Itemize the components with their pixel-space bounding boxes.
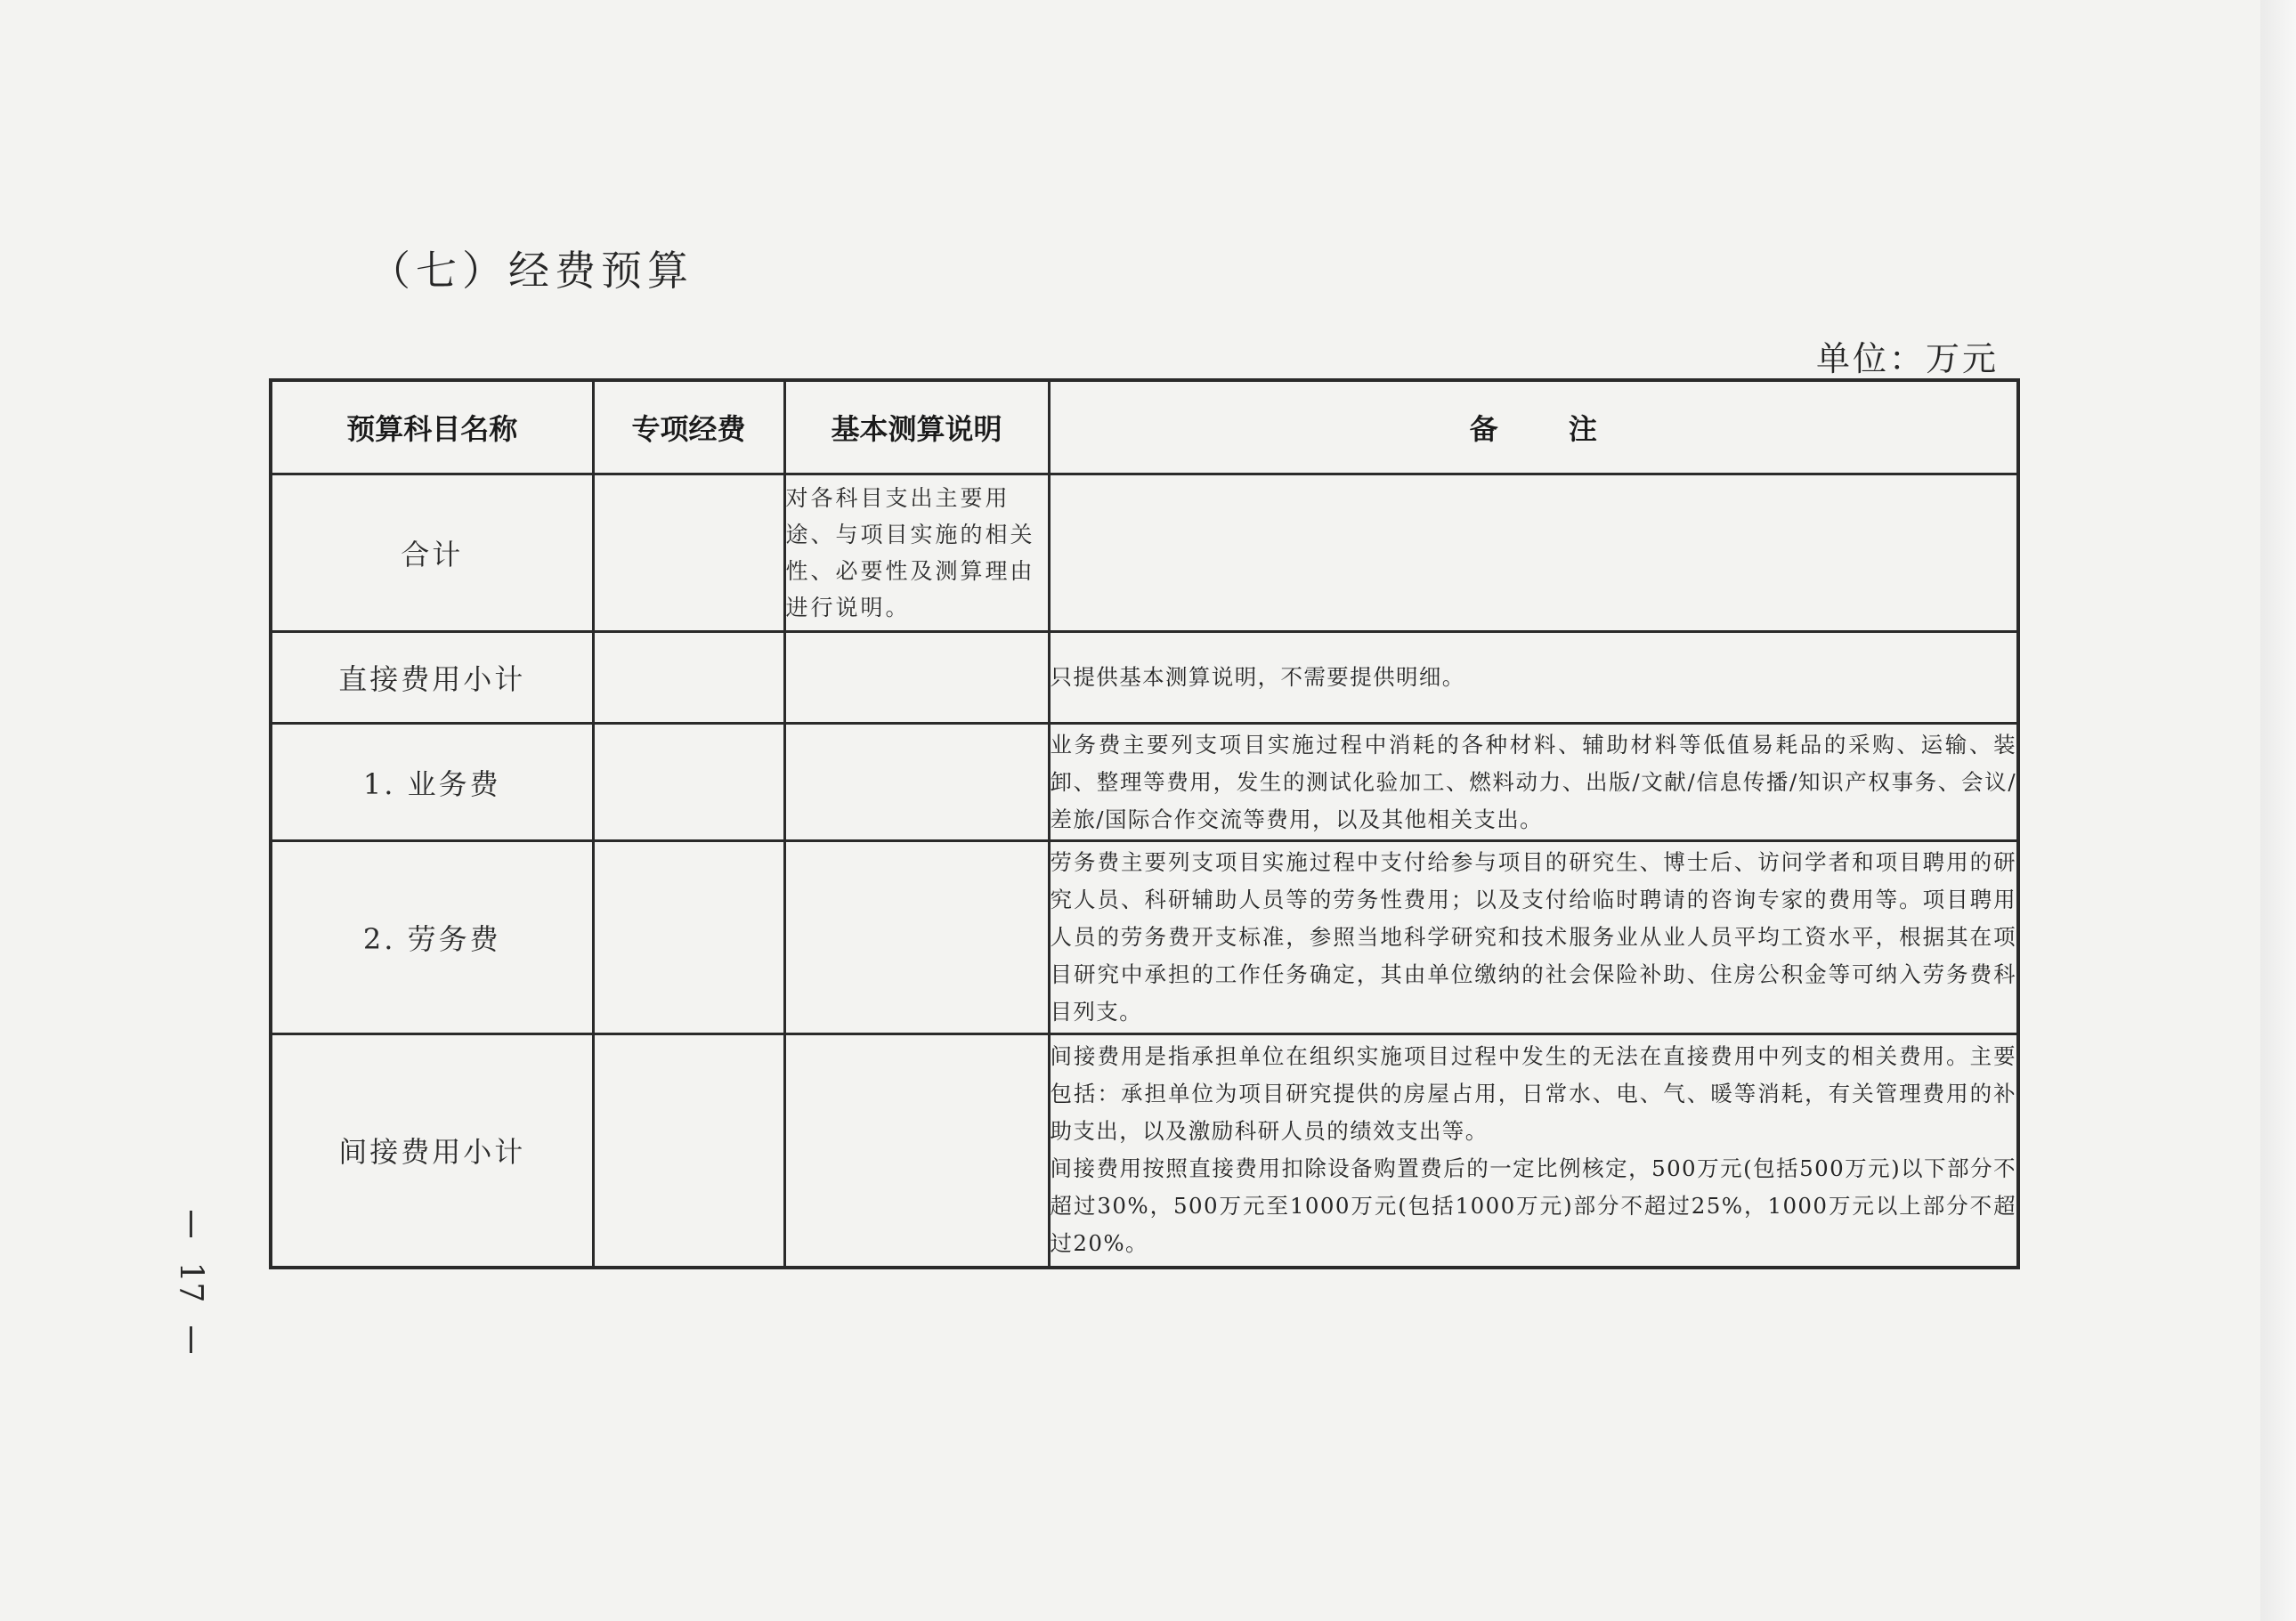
note-text: 间接费用是指承担单位在组织实施项目过程中发生的无法在直接费用中列支的相关费用。主要包括：承担单位为项目研究提供的房屋占用，日常水、电、气、暖等消耗，有关管理费用的补助支出，以及激励科研人员的绩效支出等。 (1050, 1043, 2016, 1145)
row-note-business-fee (1049, 724, 2018, 841)
table-row (271, 474, 2018, 632)
page-number (174, 1211, 209, 1353)
page-number-text: 17 (172, 1261, 209, 1303)
table-row (271, 841, 2018, 1034)
note-text-ratio: 间接费用按照直接费用扣除设备购置费后的一定比例核定，500万元(包括500万元)以下部分不超过30%，500万元至1000万元(包括1000万元)部分不超过25%，1000万元以上部分不超过20%。 (1050, 1155, 2016, 1257)
row-name-labor-fee: 2. 劳务费 (271, 841, 593, 1034)
table-row (271, 1034, 2018, 1268)
row-name-total: 合计 (271, 474, 593, 632)
row-funding-indirect-subtotal (593, 1034, 784, 1268)
note-text: 业务费主要列支项目实施过程中消耗的各种材料、辅助材料等低值易耗品的采购、运输、装卸、整理等费用，发生的测试化验加工、燃料动力、出版/文献/信息传播/知识产权事务、会议/差旅/国际合作交流等费用，以及其他相关支出。 (1050, 731, 2016, 832)
note-text: 劳务费主要列支项目实施过程中支付给参与项目的研究生、博士后、访问学者和项目聘用的研究人员、科研辅助人员等的劳务性费用；以及支付给临时聘请的咨询专家的费用等。项目聘用人员的劳务费开支标准，参照当地科学研究和技术服务业从业人员平均工资水平，根据其在项目研究中承担的工作任务确定，其由单位缴纳的社会保险补助、住房公积金等可纳入劳务费科目列支。 (1050, 849, 2016, 1025)
unit-label: 单位：万元 (1816, 339, 2000, 378)
row-calc-indirect-subtotal (784, 1034, 1049, 1268)
row-funding-labor-fee (593, 841, 784, 1034)
row-calc-labor-fee (784, 841, 1049, 1034)
budget-table (269, 378, 2020, 1269)
row-calc-total: 对各科目支出主要用途、与项目实施的相关性、必要性及测算理由进行说明。 (784, 474, 1049, 632)
header-budget-item: 预算科目名称 (271, 380, 593, 474)
page-number-dash (190, 1211, 192, 1237)
row-name-indirect-subtotal: 间接费用小计 (271, 1034, 593, 1268)
header-remarks: 备 注 (1049, 380, 2018, 474)
row-name-business-fee: 1. 业务费 (271, 724, 593, 841)
section-title: （七）经费预算 (369, 247, 694, 295)
row-note-direct-subtotal (1049, 632, 2018, 724)
page-edge (2260, 0, 2296, 1621)
header-calculation-note: 基本测算说明 (784, 380, 1049, 474)
table-row (271, 632, 2018, 724)
note-text: 只提供基本测算说明，不需要提供明细。 (1050, 664, 1465, 690)
row-funding-business-fee (593, 724, 784, 841)
table-row (271, 724, 2018, 841)
row-calc-business-fee (784, 724, 1049, 841)
row-note-indirect-subtotal (1049, 1034, 2018, 1268)
row-funding-total (593, 474, 784, 632)
row-funding-direct-subtotal (593, 632, 784, 724)
header-special-funding: 专项经费 (593, 380, 784, 474)
row-calc-direct-subtotal (784, 632, 1049, 724)
row-name-direct-subtotal: 直接费用小计 (271, 632, 593, 724)
page-number-dash (190, 1326, 192, 1353)
row-note-total (1049, 474, 2018, 632)
table-header-row (271, 380, 2018, 474)
row-note-labor-fee (1049, 841, 2018, 1034)
